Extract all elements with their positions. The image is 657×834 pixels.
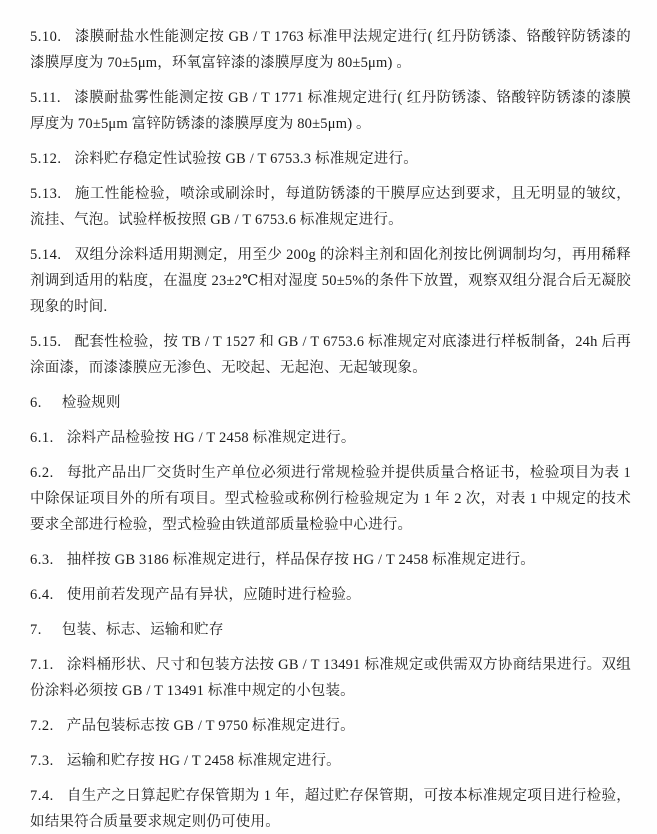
clause-number: 7.3. [30,753,54,769]
clause-number: 5.11. [30,90,61,106]
clause-text: 运输和贮存按 HG / T 2458 标准规定进行。 [66,753,341,769]
clause-number: 5.15. [30,334,62,350]
clause-number: 5.10. [30,29,62,45]
clause-text: 漆膜耐盐雾性能测定按 GB / T 1771 标准规定进行( 红丹防锈漆、铬酸锌防锈漆的漆膜厚度为 70±5μm 富锌防锈漆的漆膜厚度为 80±5μm) 。 [30,90,631,132]
clause-number: 5.12. [30,151,62,167]
clause-text: 配套性检验，按 TB / T 1527 和 GB / T 6753.6 标准规定对底漆进行样板制备，24h 后再涂面漆，而漆漆膜应无渗色、无咬起、无起泡、无起皱现象。 [30,334,631,376]
clause-number: 7.2. [30,718,54,734]
clause-5-12 [30,146,631,172]
clause-text: 每批产品出厂交货时生产单位必须进行常规检验并提供质量合格证书，检验项目为表 1 中除保证项目外的所有项目。型式检验或称例行检验规定为 1 年 2 次，对表 1 中规定的技术要求全部进行检验，型式检验由铁道部质量检验中心进行。 [30,465,631,533]
clause-7 [30,617,631,643]
clause-5-14 [30,242,631,320]
clause-number: 7. [30,622,42,638]
clause-7-1 [30,652,631,704]
clause-text: 自生产之日算起贮存保管期为 1 年，超过贮存保管期，可按本标准规定项目进行检验，如结果符合质量要求规定则仍可使用。 [30,788,631,830]
clause-number: 5.14. [30,247,62,263]
clause-number: 6. [30,395,42,411]
clause-6-3 [30,547,631,573]
clause-number: 7.1. [30,657,54,673]
clause-7-4 [30,783,631,834]
clause-7-2 [30,713,631,739]
clause-number: 6.4. [30,587,54,603]
clause-number: 6.2. [30,465,54,481]
clause-text: 检验规则 [61,395,121,411]
document-body [30,24,631,834]
clause-5-11 [30,85,631,137]
clause-text: 双组分涂料适用期测定，用至少 200g 的涂料主剂和固化剂按比例调制均匀，再用稀释剂调到适用的粘度，在温度 23±2℃相对湿度 50±5%的条件下放置，观察双组分混合后无凝胶现象的时间. [30,247,631,315]
clause-number: 6.3. [30,552,54,568]
clause-text: 漆膜耐盐水性能测定按 GB / T 1763 标准甲法规定进行( 红丹防锈漆、铬酸锌防锈漆的漆膜厚度为 70±5μm，环氧富锌漆的漆膜厚度为 80±5μm) 。 [30,29,631,71]
clause-text: 涂料贮存稳定性试验按 GB / T 6753.3 标准规定进行。 [74,151,418,167]
clause-number: 7.4. [30,788,54,804]
clause-6 [30,390,631,416]
clause-6-4 [30,582,631,608]
clause-5-15 [30,329,631,381]
clause-5-13 [30,181,631,233]
clause-6-2 [30,460,631,538]
clause-5-10 [30,24,631,76]
clause-text: 包装、标志、运输和贮存 [61,622,224,638]
clause-text: 抽样按 GB 3186 标准规定进行，样品保存按 HG / T 2458 标准规定进行。 [66,552,535,568]
clause-text: 产品包装标志按 GB / T 9750 标准规定进行。 [66,718,355,734]
clause-text: 涂料桶形状、尺寸和包装方法按 GB / T 13491 标准规定或供需双方协商结果进行。双组份涂料必须按 GB / T 13491 标准中规定的小包装。 [30,657,631,699]
clause-7-3 [30,748,631,774]
clause-number: 5.13. [30,186,62,202]
clause-text: 施工性能检验，喷涂或刷涂时，每道防锈漆的干膜厚应达到要求，且无明显的皱纹，流挂、气泡。试验样板按照 GB / T 6753.6 标准规定进行。 [30,186,631,228]
clause-text: 涂料产品检验按 HG / T 2458 标准规定进行。 [66,430,356,446]
clause-number: 6.1. [30,430,54,446]
clause-6-1 [30,425,631,451]
clause-text: 使用前若发现产品有异状，应随时进行检验。 [66,587,361,603]
